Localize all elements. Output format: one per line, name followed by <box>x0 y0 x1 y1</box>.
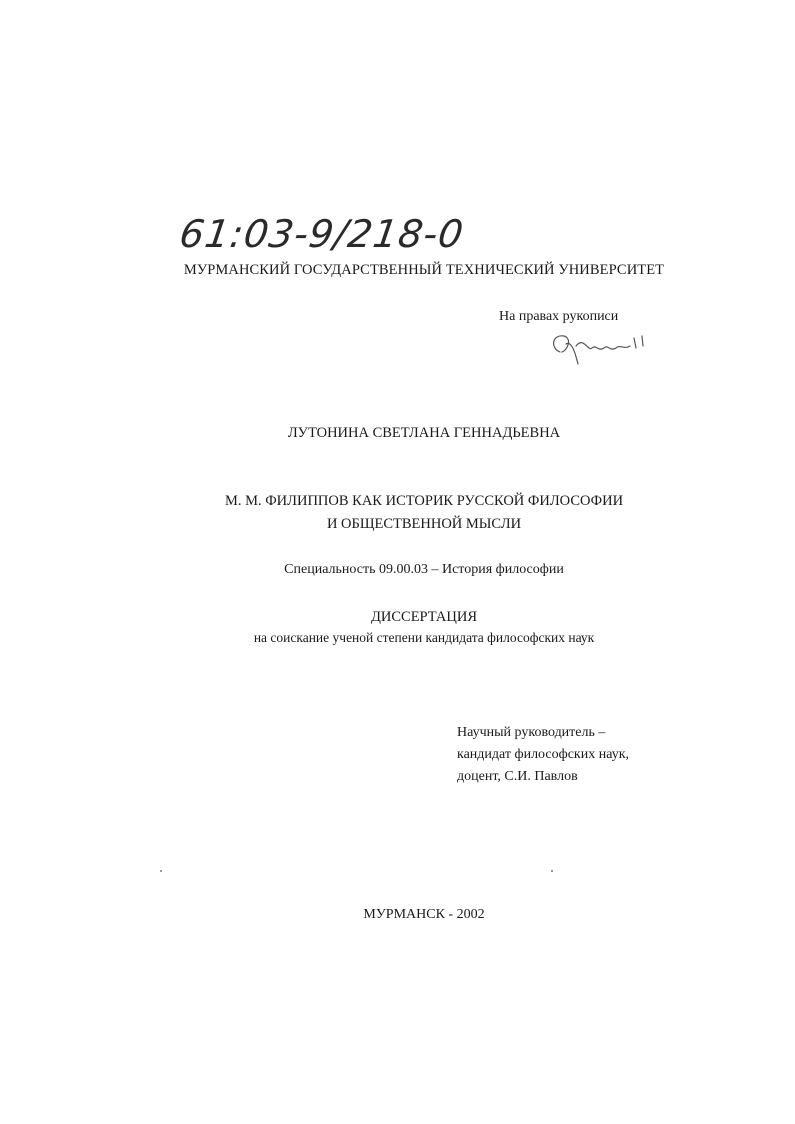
degree-description: на соискание ученой степени кандидата философских наук <box>253 630 595 645</box>
supervisor-line: доцент, С.И. Павлов <box>457 769 578 784</box>
title-line: М. М. ФИЛИППОВ КАК ИСТОРИК РУССКОЙ ФИЛОСОФИИ <box>224 493 624 509</box>
supervisor-block <box>457 722 629 788</box>
scan-speck <box>551 870 553 872</box>
city-year: МУРМАНСК - 2002 <box>363 907 485 922</box>
author-signature <box>548 326 658 366</box>
supervisor-line: Научный руководитель – <box>457 725 606 740</box>
university-name: МУРМАНСКИЙ ГОСУДАРСТВЕННЫЙ ТЕХНИЧЕСКИЙ УНИВЕРСИТЕТ <box>183 262 665 278</box>
specialty: Специальность 09.00.03 – История философии <box>284 562 564 577</box>
document-type: ДИССЕРТАЦИЯ <box>370 609 478 625</box>
manuscript-rights-note: На правах рукописи <box>499 309 619 324</box>
author-name: ЛУТОНИНА СВЕТЛАНА ГЕННАДЬЕВНА <box>287 425 561 441</box>
supervisor-line: кандидат философских наук, <box>457 747 629 762</box>
title-line: И ОБЩЕСТВЕННОЙ МЫСЛИ <box>326 516 522 532</box>
scan-speck <box>160 870 162 872</box>
handwritten-catalog-code: 61:03-9/218-0 <box>176 212 467 256</box>
dissertation-title <box>0 490 795 536</box>
